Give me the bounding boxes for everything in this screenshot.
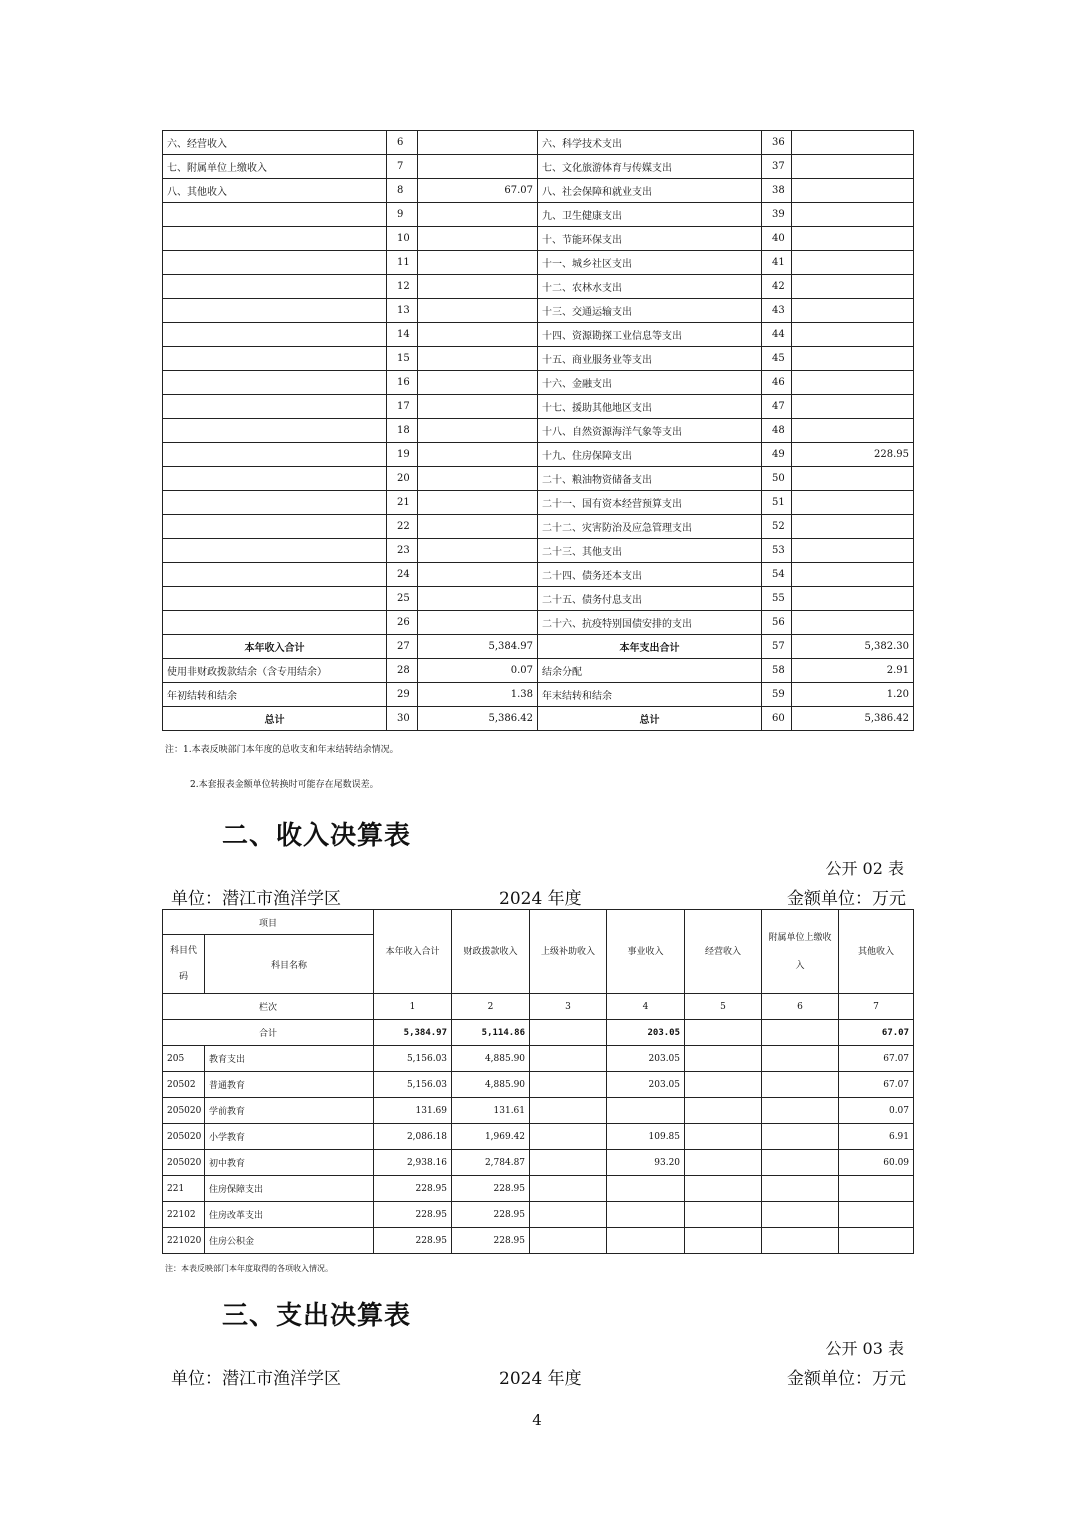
amount	[685, 1150, 762, 1176]
table-row	[163, 203, 914, 227]
amount: 131.69	[374, 1098, 452, 1124]
amount	[839, 1228, 914, 1254]
amount	[762, 1228, 839, 1254]
column-index-row	[163, 994, 914, 1020]
expense-line-no: 43	[762, 299, 792, 323]
income-line-no: 20	[387, 467, 418, 491]
amount: 109.85	[607, 1124, 685, 1150]
income-line-no: 29	[387, 683, 418, 707]
table-code: 公开 02 表	[825, 859, 904, 878]
expense-amount: 1.20	[792, 683, 914, 707]
income-expense-summary-table	[162, 130, 914, 731]
income-amount	[418, 275, 538, 299]
amount	[530, 1046, 607, 1072]
income-amount: 0.07	[418, 659, 538, 683]
expense-summary-label: 本年支出合计	[538, 635, 762, 659]
amount	[530, 1150, 607, 1176]
table-row	[163, 611, 914, 635]
money-unit-label: 金额单位：万元	[787, 1369, 906, 1389]
income-item-label	[163, 275, 387, 299]
amount	[762, 1098, 839, 1124]
income-line-no: 12	[387, 275, 418, 299]
expense-item-label: 十八、自然资源海洋气象等支出	[538, 419, 762, 443]
amount: 228.95	[374, 1176, 452, 1202]
page-number: 4	[532, 1411, 542, 1429]
year-label: 2024 年度	[499, 889, 582, 909]
expense-amount: 228.95	[792, 443, 914, 467]
subject-name: 教育支出	[205, 1046, 374, 1072]
header-col-1: 本年收入合计	[374, 910, 452, 994]
income-amount	[418, 491, 538, 515]
income-item-label	[163, 587, 387, 611]
table-row	[163, 467, 914, 491]
amount	[530, 1124, 607, 1150]
income-amount: 1.38	[418, 683, 538, 707]
table1-note-1: 注：1.本表反映部门本年度的总收支和年末结转结余情况。	[165, 745, 399, 755]
expense-amount	[792, 203, 914, 227]
expense-line-no: 38	[762, 179, 792, 203]
summary-row	[163, 659, 914, 683]
amount	[839, 1176, 914, 1202]
column-index: 3	[530, 994, 607, 1020]
income-amount	[418, 131, 538, 155]
header-col-6: 附属单位上缴收入	[762, 910, 839, 994]
table-row	[163, 587, 914, 611]
table-row	[163, 1150, 914, 1176]
income-item-label: 七、附属单位上缴收入	[163, 155, 387, 179]
expense-line-no: 46	[762, 371, 792, 395]
amount	[685, 1228, 762, 1254]
table-row	[163, 179, 914, 203]
income-amount	[418, 347, 538, 371]
table-row	[163, 1176, 914, 1202]
column-index: 1	[374, 994, 452, 1020]
amount	[762, 1202, 839, 1228]
amount: 2,938.16	[374, 1150, 452, 1176]
subject-name: 住房保障支出	[205, 1176, 374, 1202]
income-line-no: 16	[387, 371, 418, 395]
expense-amount	[792, 347, 914, 371]
amount: 228.95	[452, 1176, 530, 1202]
amount	[685, 1072, 762, 1098]
table-row	[163, 155, 914, 179]
subject-name: 住房改革支出	[205, 1202, 374, 1228]
amount: 228.95	[374, 1202, 452, 1228]
subject-code: 20502	[163, 1072, 205, 1098]
expense-item-label: 二十一、国有资本经营预算支出	[538, 491, 762, 515]
expense-line-no: 40	[762, 227, 792, 251]
header-col-2: 财政拨款收入	[452, 910, 530, 994]
expense-amount	[792, 395, 914, 419]
income-line-no: 17	[387, 395, 418, 419]
money-unit-label: 金额单位：万元	[787, 889, 906, 909]
expense-item-label: 六、科学技术支出	[538, 131, 762, 155]
income-line-no: 6	[387, 131, 418, 155]
amount: 2,086.18	[374, 1124, 452, 1150]
income-amount	[418, 371, 538, 395]
summary-row	[163, 707, 914, 731]
income-item-label	[163, 251, 387, 275]
expense-line-no: 39	[762, 203, 792, 227]
total-value: 5,384.97	[374, 1020, 452, 1046]
amount	[762, 1046, 839, 1072]
income-line-no: 26	[387, 611, 418, 635]
expense-line-no: 56	[762, 611, 792, 635]
amount: 2,784.87	[452, 1150, 530, 1176]
section-title-expense: 三、支出决算表	[222, 1301, 412, 1331]
table-row	[163, 539, 914, 563]
expense-item-label: 十一、城乡社区支出	[538, 251, 762, 275]
amount	[607, 1176, 685, 1202]
expense-item-label: 二十三、其他支出	[538, 539, 762, 563]
subject-name: 学前教育	[205, 1098, 374, 1124]
expense-amount	[792, 563, 914, 587]
subject-name: 初中教育	[205, 1150, 374, 1176]
income-line-no: 11	[387, 251, 418, 275]
income-line-no: 23	[387, 539, 418, 563]
income-amount	[418, 251, 538, 275]
expense-summary-label: 年末结转和结余	[538, 683, 762, 707]
expense-item-label: 十、节能环保支出	[538, 227, 762, 251]
amount	[607, 1098, 685, 1124]
income-line-no: 9	[387, 203, 418, 227]
table-row	[163, 1124, 914, 1150]
expense-item-label: 二十二、灾害防治及应急管理支出	[538, 515, 762, 539]
expense-item-label: 二十六、抗疫特别国债安排的支出	[538, 611, 762, 635]
expense-line-no: 50	[762, 467, 792, 491]
income-line-no: 13	[387, 299, 418, 323]
table-row	[163, 1228, 914, 1254]
income-line-no: 24	[387, 563, 418, 587]
income-line-no: 10	[387, 227, 418, 251]
income-item-label	[163, 299, 387, 323]
column-index-label: 栏次	[163, 994, 374, 1020]
expense-item-label: 十九、住房保障支出	[538, 443, 762, 467]
income-line-no: 18	[387, 419, 418, 443]
amount	[762, 1150, 839, 1176]
income-item-label	[163, 515, 387, 539]
income-line-no: 28	[387, 659, 418, 683]
income-item-label	[163, 563, 387, 587]
expense-line-no: 48	[762, 419, 792, 443]
amount	[685, 1202, 762, 1228]
subject-code: 205020	[163, 1098, 205, 1124]
expense-item-label: 七、文化旅游体育与传媒支出	[538, 155, 762, 179]
income-amount: 5,386.42	[418, 707, 538, 731]
income-item-label	[163, 323, 387, 347]
total-value	[762, 1020, 839, 1046]
income-item-label	[163, 347, 387, 371]
table-code: 公开 03 表	[825, 1339, 904, 1358]
header-code: 科目代码	[163, 935, 205, 994]
expense-amount	[792, 227, 914, 251]
header-col-3: 上级补助收入	[530, 910, 607, 994]
amount	[530, 1228, 607, 1254]
amount: 67.07	[839, 1072, 914, 1098]
table-row	[163, 227, 914, 251]
expense-amount	[792, 611, 914, 635]
total-value: 5,114.86	[452, 1020, 530, 1046]
income-summary-label: 总计	[163, 707, 387, 731]
table-row	[163, 1046, 914, 1072]
expense-amount	[792, 539, 914, 563]
amount: 4,885.90	[452, 1046, 530, 1072]
income-amount	[418, 539, 538, 563]
header-name: 科目名称	[205, 935, 374, 994]
total-value	[530, 1020, 607, 1046]
expense-line-no: 41	[762, 251, 792, 275]
amount	[685, 1124, 762, 1150]
amount	[530, 1098, 607, 1124]
header-item: 项目	[163, 910, 374, 935]
expense-amount	[792, 131, 914, 155]
amount: 0.07	[839, 1098, 914, 1124]
amount: 203.05	[607, 1046, 685, 1072]
expense-line-no: 51	[762, 491, 792, 515]
income-amount	[418, 443, 538, 467]
income-amount	[418, 467, 538, 491]
column-index: 2	[452, 994, 530, 1020]
expense-amount	[792, 467, 914, 491]
amount: 5,156.03	[374, 1072, 452, 1098]
expense-amount	[792, 251, 914, 275]
expense-line-no: 57	[762, 635, 792, 659]
expense-line-no: 54	[762, 563, 792, 587]
income-amount	[418, 515, 538, 539]
subject-name: 普通教育	[205, 1072, 374, 1098]
table-row	[163, 347, 914, 371]
amount	[839, 1202, 914, 1228]
expense-amount: 5,386.42	[792, 707, 914, 731]
amount	[685, 1176, 762, 1202]
subject-code: 221020	[163, 1228, 205, 1254]
subject-code: 205	[163, 1046, 205, 1072]
expense-amount: 2.91	[792, 659, 914, 683]
table-row	[163, 491, 914, 515]
expense-summary-label: 结余分配	[538, 659, 762, 683]
table-row	[163, 1202, 914, 1228]
total-row	[163, 1020, 914, 1046]
summary-row	[163, 683, 914, 707]
amount	[530, 1072, 607, 1098]
income-amount: 67.07	[418, 179, 538, 203]
income-item-label	[163, 227, 387, 251]
income-line-no: 19	[387, 443, 418, 467]
column-index: 7	[839, 994, 914, 1020]
unit-label: 单位：潜江市渔洋学区	[171, 889, 341, 909]
table-row	[163, 1072, 914, 1098]
expense-line-no: 53	[762, 539, 792, 563]
expense-amount	[792, 155, 914, 179]
amount	[607, 1202, 685, 1228]
expense-item-label: 十四、资源勘探工业信息等支出	[538, 323, 762, 347]
income-item-label	[163, 371, 387, 395]
amount: 131.61	[452, 1098, 530, 1124]
table2-note: 注：本表反映部门本年度取得的各项收入情况。	[165, 1264, 333, 1273]
table-row	[163, 371, 914, 395]
income-summary-label: 使用非财政拨款结余（含专用结余）	[163, 659, 387, 683]
amount: 228.95	[374, 1228, 452, 1254]
expense-item-label: 十三、交通运输支出	[538, 299, 762, 323]
income-item-label	[163, 467, 387, 491]
expense-line-no: 52	[762, 515, 792, 539]
expense-line-no: 45	[762, 347, 792, 371]
section-title-income: 二、收入决算表	[222, 821, 412, 851]
summary-row	[163, 635, 914, 659]
subject-name: 住房公积金	[205, 1228, 374, 1254]
income-line-no: 22	[387, 515, 418, 539]
amount: 203.05	[607, 1072, 685, 1098]
expense-line-no: 60	[762, 707, 792, 731]
column-index: 6	[762, 994, 839, 1020]
column-index: 4	[607, 994, 685, 1020]
expense-amount	[792, 491, 914, 515]
expense-item-label: 二十五、债务付息支出	[538, 587, 762, 611]
income-amount	[418, 299, 538, 323]
expense-item-label: 二十、粮油物资储备支出	[538, 467, 762, 491]
amount	[530, 1176, 607, 1202]
amount	[762, 1072, 839, 1098]
amount	[685, 1046, 762, 1072]
table-row	[163, 395, 914, 419]
table-row	[163, 299, 914, 323]
header-col-4: 事业收入	[607, 910, 685, 994]
unit-label: 单位：潜江市渔洋学区	[171, 1369, 341, 1389]
total-value: 203.05	[607, 1020, 685, 1046]
expense-line-no: 47	[762, 395, 792, 419]
amount: 67.07	[839, 1046, 914, 1072]
income-amount	[418, 323, 538, 347]
amount: 5,156.03	[374, 1046, 452, 1072]
income-amount	[418, 587, 538, 611]
expense-amount: 5,382.30	[792, 635, 914, 659]
table-row	[163, 443, 914, 467]
total-value	[685, 1020, 762, 1046]
amount: 1,969.42	[452, 1124, 530, 1150]
table-row	[163, 515, 914, 539]
amount: 60.09	[839, 1150, 914, 1176]
expense-line-no: 37	[762, 155, 792, 179]
expense-line-no: 55	[762, 587, 792, 611]
income-line-no: 30	[387, 707, 418, 731]
subject-name: 小学教育	[205, 1124, 374, 1150]
expense-item-label: 十二、农林水支出	[538, 275, 762, 299]
income-item-label	[163, 539, 387, 563]
income-amount: 5,384.97	[418, 635, 538, 659]
income-item-label	[163, 203, 387, 227]
amount	[685, 1098, 762, 1124]
table-row	[163, 1098, 914, 1124]
expense-item-label: 二十四、债务还本支出	[538, 563, 762, 587]
amount	[607, 1228, 685, 1254]
income-line-no: 25	[387, 587, 418, 611]
subject-code: 205020	[163, 1150, 205, 1176]
table-row	[163, 563, 914, 587]
income-amount	[418, 395, 538, 419]
subject-code: 205020	[163, 1124, 205, 1150]
expense-line-no: 58	[762, 659, 792, 683]
amount	[762, 1124, 839, 1150]
amount	[530, 1202, 607, 1228]
expense-summary-label: 总计	[538, 707, 762, 731]
income-amount	[418, 563, 538, 587]
income-line-no: 7	[387, 155, 418, 179]
expense-line-no: 59	[762, 683, 792, 707]
amount	[762, 1176, 839, 1202]
income-summary-label: 年初结转和结余	[163, 683, 387, 707]
expense-item-label: 九、卫生健康支出	[538, 203, 762, 227]
income-amount	[418, 419, 538, 443]
header-col-7: 其他收入	[839, 910, 914, 994]
income-amount	[418, 227, 538, 251]
amount: 228.95	[452, 1228, 530, 1254]
expense-line-no: 49	[762, 443, 792, 467]
expense-amount	[792, 299, 914, 323]
table-row	[163, 131, 914, 155]
expense-item-label: 十五、商业服务业等支出	[538, 347, 762, 371]
expense-amount	[792, 179, 914, 203]
subject-code: 221	[163, 1176, 205, 1202]
income-item-label	[163, 611, 387, 635]
total-label: 合计	[163, 1020, 374, 1046]
expense-item-label: 十七、援助其他地区支出	[538, 395, 762, 419]
table-row	[163, 419, 914, 443]
table-row	[163, 323, 914, 347]
income-item-label	[163, 419, 387, 443]
column-index: 5	[685, 994, 762, 1020]
income-line-no: 8	[387, 179, 418, 203]
expense-amount	[792, 323, 914, 347]
expense-amount	[792, 419, 914, 443]
expense-amount	[792, 515, 914, 539]
income-item-label	[163, 443, 387, 467]
income-table	[162, 909, 914, 1254]
table1-note-2: 2.本套报表金额单位转换时可能存在尾数误差。	[190, 780, 379, 790]
income-item-label	[163, 491, 387, 515]
expense-line-no: 36	[762, 131, 792, 155]
subject-code: 22102	[163, 1202, 205, 1228]
table-row	[163, 251, 914, 275]
header-col-5: 经营收入	[685, 910, 762, 994]
amount: 93.20	[607, 1150, 685, 1176]
income-amount	[418, 155, 538, 179]
table-row	[163, 275, 914, 299]
amount: 6.91	[839, 1124, 914, 1150]
expense-item-label: 八、社会保障和就业支出	[538, 179, 762, 203]
expense-line-no: 44	[762, 323, 792, 347]
expense-item-label: 十六、金融支出	[538, 371, 762, 395]
expense-amount	[792, 371, 914, 395]
income-item-label: 八、其他收入	[163, 179, 387, 203]
income-line-no: 14	[387, 323, 418, 347]
year-label: 2024 年度	[499, 1369, 582, 1389]
expense-amount	[792, 275, 914, 299]
income-item-label	[163, 395, 387, 419]
income-line-no: 27	[387, 635, 418, 659]
income-amount	[418, 611, 538, 635]
income-amount	[418, 203, 538, 227]
expense-amount	[792, 587, 914, 611]
income-line-no: 21	[387, 491, 418, 515]
income-item-label: 六、经营收入	[163, 131, 387, 155]
income-line-no: 15	[387, 347, 418, 371]
income-summary-label: 本年收入合计	[163, 635, 387, 659]
expense-line-no: 42	[762, 275, 792, 299]
amount: 228.95	[452, 1202, 530, 1228]
amount: 4,885.90	[452, 1072, 530, 1098]
total-value: 67.07	[839, 1020, 914, 1046]
